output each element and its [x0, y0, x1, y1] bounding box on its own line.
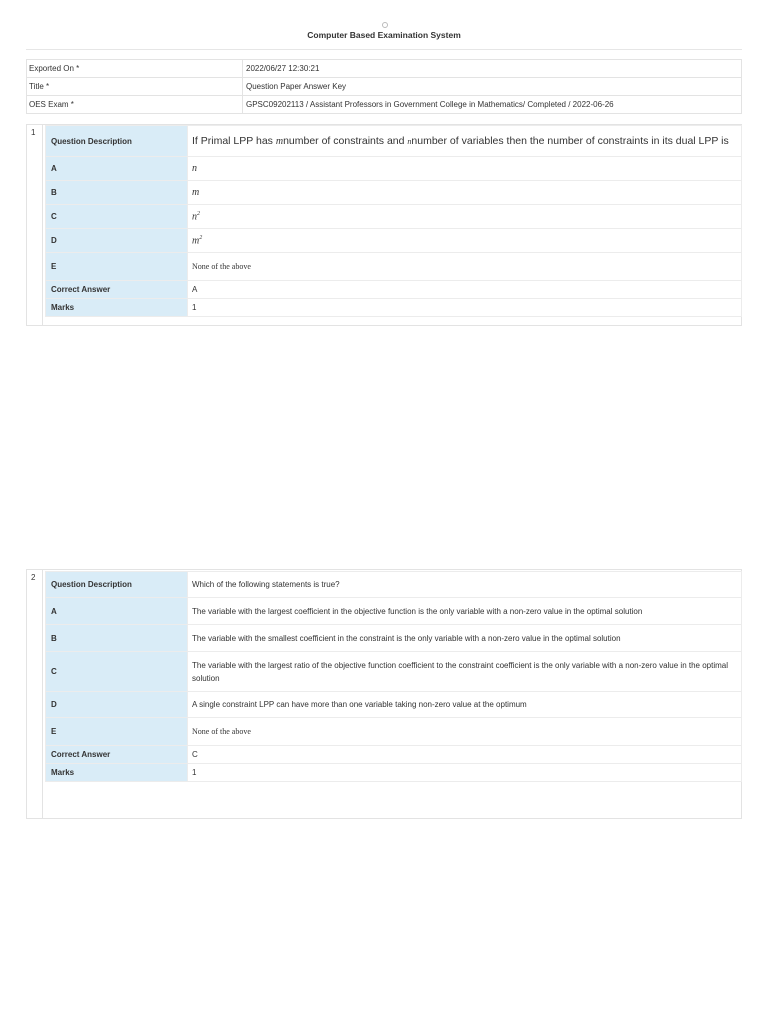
marks-value: 1: [188, 299, 742, 317]
meta-value: Question Paper Answer Key: [243, 78, 742, 96]
question-body: [42, 570, 741, 818]
correct-answer-label: Correct Answer: [46, 281, 188, 299]
option-row-b: [46, 181, 742, 205]
option-text: n: [188, 157, 742, 181]
option-label: C: [46, 205, 188, 229]
math-base: m: [192, 235, 200, 247]
option-text: None of the above: [188, 253, 742, 281]
option-row-e: [46, 718, 742, 746]
math-var-n: n: [407, 137, 412, 146]
question-description-text: [188, 126, 742, 157]
meta-row-exported: [27, 60, 742, 78]
option-row-c: [46, 652, 742, 692]
desc-text: number of variables then the number of constraints in its dual LPP is: [411, 135, 729, 147]
correct-answer-value: C: [188, 746, 742, 764]
option-row-a: [46, 598, 742, 625]
question-description-row: [46, 126, 742, 157]
meta-row-title: [27, 78, 742, 96]
option-row-d: [46, 229, 742, 253]
question-body: [42, 125, 741, 325]
option-label: A: [46, 157, 188, 181]
header-dot-icon: [382, 22, 388, 28]
option-label: A: [46, 598, 188, 625]
option-text: [188, 205, 742, 229]
option-text: [188, 229, 742, 253]
question-number: 1: [31, 128, 36, 137]
math-exponent: 2: [197, 210, 200, 217]
option-label: B: [46, 625, 188, 652]
option-label: D: [46, 692, 188, 718]
option-text: The variable with the largest ratio of the objective function coefficient to the constraint coefficient is the only variable with a non-zero value in the optimal solution: [188, 652, 742, 692]
meta-label: OES Exam *: [27, 96, 243, 114]
question-card: [26, 124, 742, 326]
marks-label: Marks: [46, 764, 188, 782]
option-row-b: [46, 625, 742, 652]
option-text: m: [188, 181, 742, 205]
correct-answer-label: Correct Answer: [46, 746, 188, 764]
desc-text: number of constraints and: [283, 135, 408, 147]
option-row-d: [46, 692, 742, 718]
meta-row-exam: [27, 96, 742, 114]
question-description-label: Question Description: [46, 572, 188, 598]
correct-answer-value: A: [188, 281, 742, 299]
option-text: The variable with the largest coefficient in the objective function is the only variable with a non-zero value in the optimal solution: [188, 598, 742, 625]
meta-label: Exported On *: [27, 60, 243, 78]
correct-answer-row: [46, 281, 742, 299]
option-row-a: [46, 157, 742, 181]
math-exponent: 2: [199, 234, 203, 241]
math-var-m: m: [275, 136, 284, 147]
question-description-text: Which of the following statements is true?: [188, 572, 742, 598]
option-label: B: [46, 181, 188, 205]
math-base: n: [192, 211, 197, 223]
question-description-label: Question Description: [46, 126, 188, 157]
option-row-c: [46, 205, 742, 229]
correct-answer-row: [46, 746, 742, 764]
marks-label: Marks: [46, 299, 188, 317]
desc-text: If Primal LPP has: [192, 135, 276, 147]
marks-value: 1: [188, 764, 742, 782]
meta-label: Title *: [27, 78, 243, 96]
question-table: [45, 125, 742, 317]
meta-table: [26, 59, 742, 114]
question-table: [45, 571, 742, 782]
meta-value: GPSC09202113 / Assistant Professors in Government College in Mathematics/ Completed / 2022-06-26: [243, 96, 742, 114]
marks-row: [46, 764, 742, 782]
option-label: E: [46, 253, 188, 281]
meta-value: 2022/06/27 12:30:21: [243, 60, 742, 78]
question-description-row: [46, 572, 742, 598]
option-row-e: [46, 253, 742, 281]
option-text: None of the above: [188, 718, 742, 746]
option-label: E: [46, 718, 188, 746]
option-text: A single constraint LPP can have more than one variable taking non-zero value at the optimum: [188, 692, 742, 718]
option-text: The variable with the smallest coefficient in the constraint is the only variable with a non-zero value in the optimal solution: [188, 625, 742, 652]
question-card: [26, 569, 742, 819]
option-label: D: [46, 229, 188, 253]
header-divider: [26, 49, 742, 50]
question-number: 2: [31, 573, 36, 582]
page-title: Computer Based Examination System: [307, 30, 461, 40]
marks-row: [46, 299, 742, 317]
option-label: C: [46, 652, 188, 692]
